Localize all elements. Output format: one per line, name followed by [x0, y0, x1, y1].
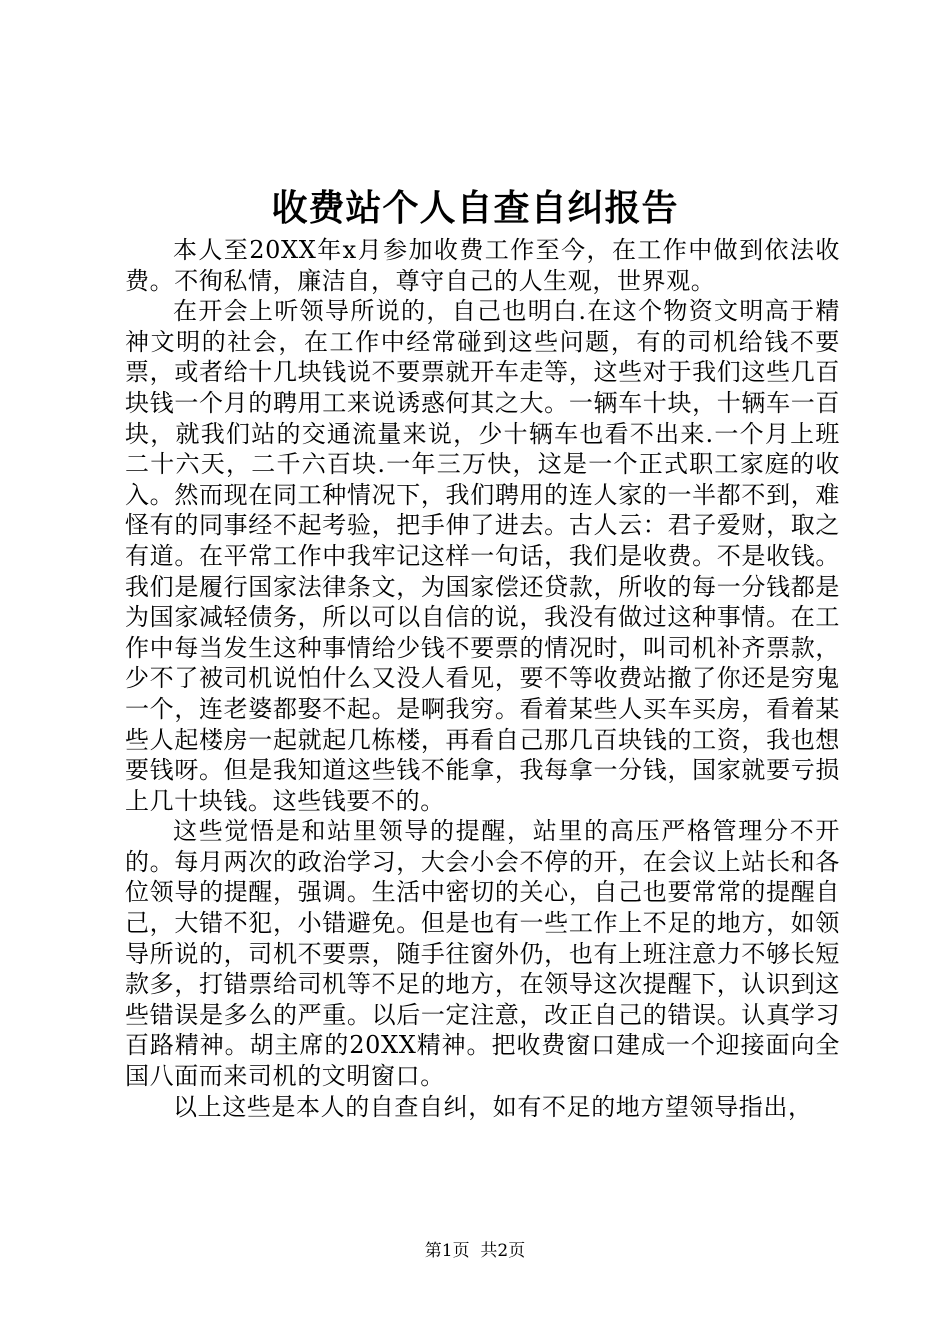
- paragraph-4: 以上这些是本人的自查自纠，如有不足的地方望领导指出，: [173, 1092, 813, 1121]
- page-footer: [0, 1239, 950, 1263]
- document-body: [125, 235, 840, 1122]
- paragraph-2: 在开会上听领导所说的，自己也明白.在这个物资文明高于精神文明的社会，在工作中经常碰到这些问题，有的司机给钱不要票，或者给十几块钱说不要票就开车走等，这些对于我们这些几百块钱一个月的聘用工来说诱惑何其之大。一辆车十块，十辆车一百块，就我们站的交通流量来说，少十辆车也看不出来.一个月上班二十六天，二千六百块.一年三万快，这是一个正式职工家庭的收入。然而现在同工种情况下，我们聘用的连人家的一半都不到，难怪有的同事经不起考验，把手伸了进去。古人云：君子爱财，取之有道。在平常工作中我牢记这样一句话，我们是收费。不是收钱。我们是履行国家法律条文，为国家偿还贷款，所收的每一分钱都是为国家减轻债务，所以可以自信的说，我没有做过这种事情。在工作中每当发生这种事情给少钱不要票的情况时，叫司机补齐票款，少不了被司机说怕什么又没人看见，要不等收费站撤了你还是穷鬼一个，连老婆都娶不起。是啊我穷。看着某些人买车买房，看着某些人起楼房一起就起几栋楼，再看自己那几百块钱的工资，我也想要钱呀。但是我知道这些钱不能拿，我每拿一分钱，国家就要亏损上几十块钱。这些钱要不的。: [125, 297, 840, 815]
- document-title: 收费站个人自查自纠报告: [271, 188, 679, 229]
- paragraph-1: 本人至20XX年x月参加收费工作至今，在工作中做到依法收费。不徇私情，廉洁自，尊守自己的人生观，世界观。: [125, 236, 840, 295]
- page-number: 第1页 共2页: [424, 1241, 526, 1261]
- paragraph-3: 这些觉悟是和站里领导的提醒，站里的高压严格管理分不开的。每月两次的政治学习，大会小会不停的开，在会议上站长和各位领导的提醒，强调。生活中密切的关心，自己也要常常的提醒自己，大错不犯，小错避免。但是也有一些工作上不足的地方，如领导所说的，司机不要票，随手往窗外仍，也有上班注意力不够长短款多，打错票给司机等不足的地方，在领导这次提醒下，认识到这些错误是多么的严重。以后一定注意，改正自己的错误。认真学习百路精神。胡主席的20XX精神。把收费窗口建成一个迎接面向全国八面而来司机的文明窗口。: [125, 817, 840, 1091]
